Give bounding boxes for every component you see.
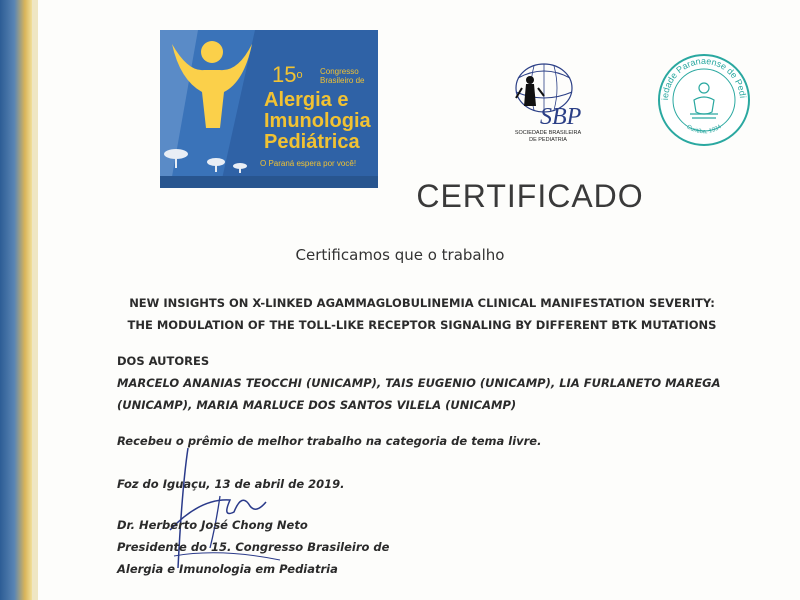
award-statement: Recebeu o prêmio de melhor trabalho na categoria de tema livre. — [117, 434, 542, 448]
congress-logo — [160, 30, 378, 188]
logo-slogan: O Paraná espera por você! — [260, 159, 357, 168]
left-decorative-stripe — [0, 0, 32, 600]
logo-title: Alergia e Imunologia Pediátrica — [264, 89, 371, 153]
date-line: Foz do Iguaçu, 13 de abril de 2019. — [117, 477, 345, 491]
signatory — [117, 514, 389, 580]
signatory-role: Presidente do 15. Congresso Brasileiro de — [117, 540, 390, 554]
spp-seal-icon — [656, 52, 752, 148]
sbp-emblem-icon — [500, 58, 596, 130]
sbp-caption: SOCIEDADE BRASILEIRA DE PEDIATRIA — [514, 130, 582, 143]
logo-congress-line: Congresso Brasileiro de — [320, 67, 365, 85]
left-decorative-stripe-edge — [32, 0, 38, 600]
work-title: NEW INSIGHTS ON X-LINKED AGAMMAGLOBULINEMIA CLINICAL MANIFESTATION SEVERITY: THE MODULATION OF THE TOLL-LIKE RECEPTOR SIGNALING BY DIFFERENT BTK MUTATIONS — [127, 296, 717, 332]
svg-text:SBP: SBP — [540, 104, 582, 130]
svg-text:Curitiba, 1934: Curitiba, 1934 — [685, 124, 723, 136]
signatory-event: Alergia e Imunologia em Pediatria — [117, 562, 338, 576]
signatory-name: Dr. Herberto José Chong Neto — [117, 518, 308, 532]
svg-text:Sociedade Paranaense de Pediat: iedade Paranaense de Pedi — [659, 55, 748, 101]
certificate-intro: Certificamos que o trabalho — [295, 246, 505, 264]
spp-seal — [656, 52, 752, 148]
authors-list: MARCELO ANANIAS TEOCCHI (UNICAMP), TAIS EUGENIO (UNICAMP), LIA FURLANETO MAREGA (UNICAMP), MARIA MARLUCE DOS SANTOS VILELA (UNICAMP) — [117, 376, 721, 412]
certificate-title: CERTIFICADO — [416, 178, 644, 214]
authors-heading: DOS AUTORES — [117, 354, 210, 368]
sbp-logo — [500, 58, 596, 148]
logo-edition-number: 15$^o$ — [272, 62, 303, 87]
figure-head-icon — [201, 41, 223, 63]
